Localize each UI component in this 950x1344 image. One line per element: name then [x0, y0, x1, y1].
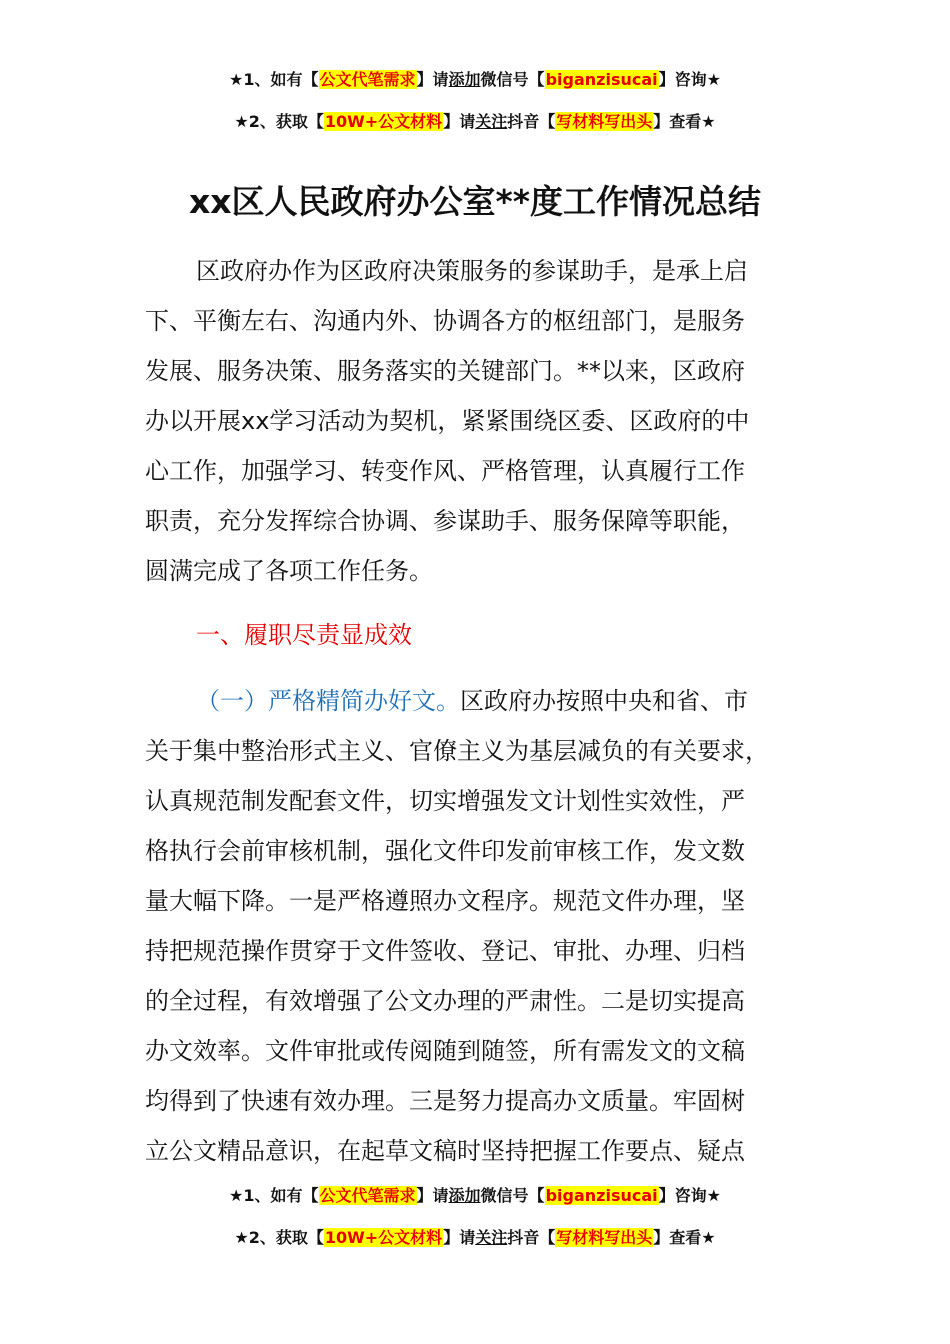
subsection-heading: （一）严格精简办好文。 — [196, 687, 460, 715]
subsection-line: 持把规范操作贯穿于文件签收、登记、审批、办理、归档 — [145, 937, 745, 965]
header-notice-line-2 — [0, 110, 950, 134]
subsection-line: 量大幅下降。一是严格遵照办文程序。规范文件办理，坚 — [145, 887, 745, 915]
subsection-line: 均得到了快速有效办理。三是努力提高办文质量。牢固树 — [145, 1087, 745, 1115]
notice-text: 】咨询★ — [658, 70, 721, 89]
subsection-line: 格执行会前审核机制，强化文件印发前审核工作，发文数 — [145, 837, 745, 865]
subsection-line: 的全过程，有效增强了公文办理的严肃性。二是切实提高 — [145, 987, 745, 1015]
notice-text: 】咨询★ — [658, 1186, 721, 1205]
intro-line: 发展、服务决策、服务落实的关键部门。**以来，区政府 — [145, 357, 745, 385]
notice-highlight: 写材料写出头 — [556, 112, 653, 131]
notice-text: 】查看★ — [653, 1228, 716, 1247]
notice-text: ★2、获取【 — [234, 112, 324, 131]
notice-highlight: biganzisucai — [545, 70, 658, 89]
notice-underline: 关注 — [475, 112, 508, 131]
notice-highlight: 公文代笔需求 — [319, 70, 416, 89]
intro-line: 职责，充分发挥综合协调、参谋助手、服务保障等职能， — [145, 507, 745, 535]
document-title: xx区人民政府办公室**度工作情况总结 — [188, 182, 762, 221]
subsection-first-line — [145, 676, 835, 726]
notice-text: ★1、如有【 — [229, 70, 319, 89]
subsection-line: 认真规范制发配套文件，切实增强发文计划性实效性，严 — [145, 787, 745, 815]
notice-highlight: 写材料写出头 — [556, 1228, 653, 1247]
intro-line: 办以开展xx学习活动为契机，紧紧围绕区委、区政府的中 — [145, 407, 750, 435]
notice-text: 】请 — [443, 1228, 476, 1247]
header-notice-line-1 — [0, 68, 950, 92]
intro-line: 心工作，加强学习、转变作风、严格管理，认真履行工作 — [145, 457, 745, 485]
subsection-line: 办文效率。文件审批或传阅随到随签，所有需发文的文稿 — [145, 1037, 745, 1065]
notice-underline: 关注 — [475, 1228, 508, 1247]
intro-line: 下、平衡左右、沟通内外、协调各方的枢纽部门，是服务 — [145, 307, 745, 335]
notice-text: 】请 — [443, 112, 476, 131]
notice-text: 微信号【 — [480, 70, 545, 89]
notice-highlight: 10W+公文材料 — [324, 112, 443, 131]
notice-highlight: 10W+公文材料 — [324, 1228, 443, 1247]
notice-text: ★2、获取【 — [234, 1228, 324, 1247]
notice-text: 】请 — [416, 70, 449, 89]
notice-underline: 添加 — [448, 70, 481, 89]
notice-text: 】查看★ — [653, 112, 716, 131]
intro-line: 区政府办作为区政府决策服务的参谋助手，是承上启 — [196, 257, 748, 285]
notice-text: ★1、如有【 — [229, 1186, 319, 1205]
intro-line: 圆满完成了各项工作任务。 — [145, 557, 433, 585]
notice-highlight: 公文代笔需求 — [319, 1186, 416, 1205]
notice-text: 】请 — [416, 1186, 449, 1205]
notice-text: 抖音【 — [507, 1228, 556, 1247]
notice-text: 抖音【 — [507, 112, 556, 131]
notice-underline: 添加 — [448, 1186, 481, 1205]
notice-highlight: biganzisucai — [545, 1186, 658, 1205]
subsection-line-text: 区政府办按照中央和省、市 — [460, 687, 748, 715]
subsection-line: 立公文精品意识，在起草文稿时坚持把握工作要点、疑点 — [145, 1137, 745, 1165]
section-heading-1: 一、履职尽责显成效 — [196, 621, 412, 649]
subsection-line: 关于集中整治形式主义、官僚主义为基层减负的有关要求， — [145, 737, 769, 765]
notice-text: 微信号【 — [480, 1186, 545, 1205]
subsection-1-paragraph — [145, 676, 835, 1176]
footer-notice-line-1 — [0, 1184, 950, 1208]
footer-notice-line-2 — [0, 1226, 950, 1250]
intro-paragraph — [145, 246, 835, 596]
